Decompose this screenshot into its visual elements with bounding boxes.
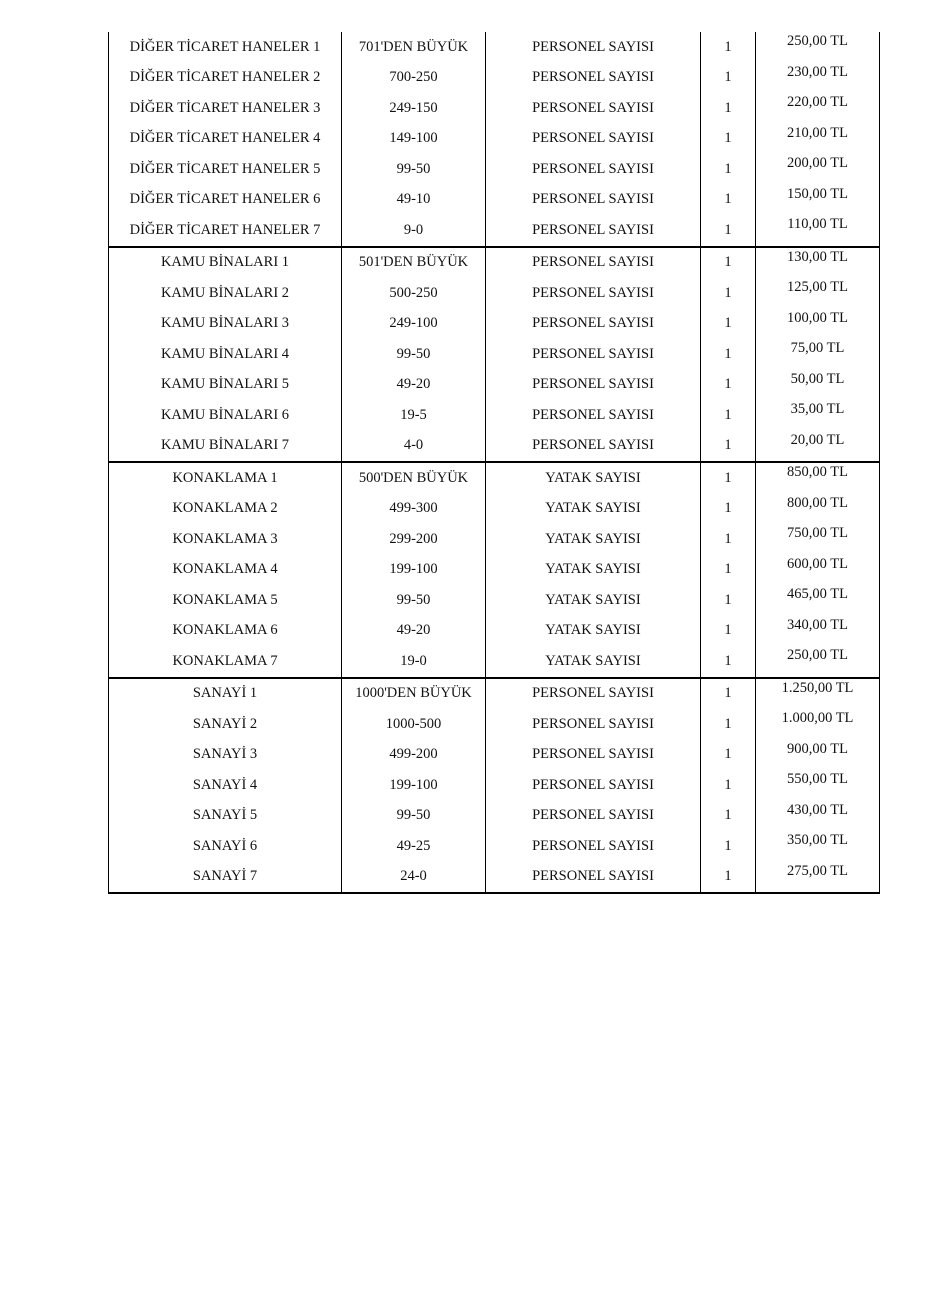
category-name-cell: SANAYİ 1	[109, 678, 342, 710]
range-cell: 4-0	[342, 431, 486, 463]
range-cell: 499-300	[342, 494, 486, 525]
quantity-cell: 1	[701, 215, 756, 247]
quantity-cell: 1	[701, 462, 756, 494]
table-row	[109, 215, 880, 247]
range-cell: 499-200	[342, 740, 486, 771]
category-name-cell: KAMU BİNALARI 5	[109, 370, 342, 401]
fee-cell: 900,00 TL	[756, 740, 880, 771]
category-name-cell: DİĞER TİCARET HANELER 7	[109, 215, 342, 247]
category-name-cell: KONAKLAMA 3	[109, 524, 342, 555]
quantity-cell: 1	[701, 93, 756, 124]
table-row	[109, 801, 880, 832]
basis-cell: PERSONEL SAYISI	[486, 215, 701, 247]
fee-cell: 350,00 TL	[756, 831, 880, 862]
basis-cell: PERSONEL SAYISI	[486, 63, 701, 94]
quantity-cell: 1	[701, 63, 756, 94]
quantity-cell: 1	[701, 278, 756, 309]
quantity-cell: 1	[701, 154, 756, 185]
fee-cell: 550,00 TL	[756, 770, 880, 801]
category-name-cell: KAMU BİNALARI 6	[109, 400, 342, 431]
basis-cell: YATAK SAYISI	[486, 494, 701, 525]
fee-cell: 1.000,00 TL	[756, 709, 880, 740]
fee-cell: 150,00 TL	[756, 185, 880, 216]
range-cell: 49-10	[342, 185, 486, 216]
category-name-cell: KONAKLAMA 5	[109, 585, 342, 616]
table-row	[109, 678, 880, 710]
table-row	[109, 524, 880, 555]
fee-cell: 75,00 TL	[756, 339, 880, 370]
fee-cell: 130,00 TL	[756, 247, 880, 279]
quantity-cell: 1	[701, 862, 756, 894]
basis-cell: YATAK SAYISI	[486, 616, 701, 647]
range-cell: 49-25	[342, 831, 486, 862]
quantity-cell: 1	[701, 494, 756, 525]
fee-cell: 210,00 TL	[756, 124, 880, 155]
range-cell: 99-50	[342, 801, 486, 832]
basis-cell: PERSONEL SAYISI	[486, 185, 701, 216]
category-name-cell: KONAKLAMA 1	[109, 462, 342, 494]
tariff-table-body	[109, 32, 880, 893]
basis-cell: PERSONEL SAYISI	[486, 831, 701, 862]
quantity-cell: 1	[701, 309, 756, 340]
quantity-cell: 1	[701, 585, 756, 616]
quantity-cell: 1	[701, 740, 756, 771]
table-row	[109, 831, 880, 862]
range-cell: 701'DEN BÜYÜK	[342, 32, 486, 63]
fee-cell: 200,00 TL	[756, 154, 880, 185]
table-row	[109, 616, 880, 647]
range-cell: 19-0	[342, 646, 486, 678]
table-row	[109, 309, 880, 340]
category-name-cell: KONAKLAMA 2	[109, 494, 342, 525]
category-name-cell: SANAYİ 3	[109, 740, 342, 771]
table-row	[109, 278, 880, 309]
table-row	[109, 154, 880, 185]
table-row	[109, 431, 880, 463]
quantity-cell: 1	[701, 370, 756, 401]
range-cell: 24-0	[342, 862, 486, 894]
range-cell: 9-0	[342, 215, 486, 247]
fee-cell: 250,00 TL	[756, 646, 880, 678]
fee-cell: 430,00 TL	[756, 801, 880, 832]
basis-cell: PERSONEL SAYISI	[486, 154, 701, 185]
fee-cell: 800,00 TL	[756, 494, 880, 525]
basis-cell: PERSONEL SAYISI	[486, 862, 701, 894]
category-name-cell: DİĞER TİCARET HANELER 4	[109, 124, 342, 155]
range-cell: 700-250	[342, 63, 486, 94]
basis-cell: PERSONEL SAYISI	[486, 247, 701, 279]
table-row	[109, 494, 880, 525]
range-cell: 49-20	[342, 616, 486, 647]
basis-cell: PERSONEL SAYISI	[486, 124, 701, 155]
category-name-cell: KONAKLAMA 4	[109, 555, 342, 586]
table-row	[109, 124, 880, 155]
range-cell: 19-5	[342, 400, 486, 431]
range-cell: 249-100	[342, 309, 486, 340]
quantity-cell: 1	[701, 678, 756, 710]
fee-cell: 50,00 TL	[756, 370, 880, 401]
range-cell: 49-20	[342, 370, 486, 401]
basis-cell: PERSONEL SAYISI	[486, 278, 701, 309]
fee-cell: 465,00 TL	[756, 585, 880, 616]
category-name-cell: SANAYİ 4	[109, 770, 342, 801]
fee-cell: 110,00 TL	[756, 215, 880, 247]
category-name-cell: DİĞER TİCARET HANELER 3	[109, 93, 342, 124]
table-row	[109, 400, 880, 431]
range-cell: 299-200	[342, 524, 486, 555]
table-row	[109, 63, 880, 94]
range-cell: 1000'DEN BÜYÜK	[342, 678, 486, 710]
fee-cell: 220,00 TL	[756, 93, 880, 124]
quantity-cell: 1	[701, 770, 756, 801]
table-row	[109, 646, 880, 678]
category-name-cell: SANAYİ 5	[109, 801, 342, 832]
category-name-cell: DİĞER TİCARET HANELER 2	[109, 63, 342, 94]
basis-cell: PERSONEL SAYISI	[486, 770, 701, 801]
quantity-cell: 1	[701, 616, 756, 647]
range-cell: 1000-500	[342, 709, 486, 740]
quantity-cell: 1	[701, 709, 756, 740]
category-name-cell: SANAYİ 2	[109, 709, 342, 740]
quantity-cell: 1	[701, 831, 756, 862]
fee-cell: 600,00 TL	[756, 555, 880, 586]
quantity-cell: 1	[701, 400, 756, 431]
basis-cell: PERSONEL SAYISI	[486, 678, 701, 710]
fee-cell: 20,00 TL	[756, 431, 880, 463]
range-cell: 501'DEN BÜYÜK	[342, 247, 486, 279]
table-row	[109, 585, 880, 616]
range-cell: 99-50	[342, 154, 486, 185]
category-name-cell: KAMU BİNALARI 2	[109, 278, 342, 309]
fee-cell: 230,00 TL	[756, 63, 880, 94]
category-name-cell: KAMU BİNALARI 4	[109, 339, 342, 370]
category-name-cell: KAMU BİNALARI 7	[109, 431, 342, 463]
range-cell: 199-100	[342, 555, 486, 586]
fee-cell: 340,00 TL	[756, 616, 880, 647]
basis-cell: PERSONEL SAYISI	[486, 400, 701, 431]
quantity-cell: 1	[701, 555, 756, 586]
category-name-cell: DİĞER TİCARET HANELER 5	[109, 154, 342, 185]
fee-cell: 250,00 TL	[756, 32, 880, 63]
range-cell: 500-250	[342, 278, 486, 309]
table-row	[109, 185, 880, 216]
basis-cell: PERSONEL SAYISI	[486, 431, 701, 463]
quantity-cell: 1	[701, 32, 756, 63]
fee-cell: 125,00 TL	[756, 278, 880, 309]
category-name-cell: SANAYİ 7	[109, 862, 342, 894]
basis-cell: PERSONEL SAYISI	[486, 93, 701, 124]
quantity-cell: 1	[701, 339, 756, 370]
quantity-cell: 1	[701, 185, 756, 216]
table-row	[109, 555, 880, 586]
range-cell: 99-50	[342, 339, 486, 370]
fee-cell: 1.250,00 TL	[756, 678, 880, 710]
quantity-cell: 1	[701, 124, 756, 155]
table-row	[109, 462, 880, 494]
range-cell: 500'DEN BÜYÜK	[342, 462, 486, 494]
range-cell: 199-100	[342, 770, 486, 801]
tariff-table	[108, 32, 880, 894]
quantity-cell: 1	[701, 247, 756, 279]
quantity-cell: 1	[701, 431, 756, 463]
basis-cell: PERSONEL SAYISI	[486, 32, 701, 63]
quantity-cell: 1	[701, 646, 756, 678]
basis-cell: PERSONEL SAYISI	[486, 309, 701, 340]
basis-cell: YATAK SAYISI	[486, 646, 701, 678]
table-row	[109, 32, 880, 63]
category-name-cell: KONAKLAMA 6	[109, 616, 342, 647]
table-row	[109, 770, 880, 801]
basis-cell: PERSONEL SAYISI	[486, 801, 701, 832]
table-row	[109, 862, 880, 894]
category-name-cell: DİĞER TİCARET HANELER 1	[109, 32, 342, 63]
fee-cell: 35,00 TL	[756, 400, 880, 431]
range-cell: 99-50	[342, 585, 486, 616]
category-name-cell: DİĞER TİCARET HANELER 6	[109, 185, 342, 216]
basis-cell: PERSONEL SAYISI	[486, 339, 701, 370]
category-name-cell: KAMU BİNALARI 1	[109, 247, 342, 279]
basis-cell: PERSONEL SAYISI	[486, 370, 701, 401]
fee-cell: 750,00 TL	[756, 524, 880, 555]
table-row	[109, 740, 880, 771]
range-cell: 149-100	[342, 124, 486, 155]
quantity-cell: 1	[701, 524, 756, 555]
category-name-cell: KONAKLAMA 7	[109, 646, 342, 678]
table-row	[109, 709, 880, 740]
fee-cell: 275,00 TL	[756, 862, 880, 894]
table-row	[109, 93, 880, 124]
category-name-cell: KAMU BİNALARI 3	[109, 309, 342, 340]
quantity-cell: 1	[701, 801, 756, 832]
basis-cell: PERSONEL SAYISI	[486, 740, 701, 771]
basis-cell: PERSONEL SAYISI	[486, 709, 701, 740]
table-row	[109, 370, 880, 401]
basis-cell: YATAK SAYISI	[486, 555, 701, 586]
table-row	[109, 247, 880, 279]
fee-cell: 850,00 TL	[756, 462, 880, 494]
basis-cell: YATAK SAYISI	[486, 524, 701, 555]
basis-cell: YATAK SAYISI	[486, 585, 701, 616]
basis-cell: YATAK SAYISI	[486, 462, 701, 494]
table-row	[109, 339, 880, 370]
category-name-cell: SANAYİ 6	[109, 831, 342, 862]
fee-cell: 100,00 TL	[756, 309, 880, 340]
range-cell: 249-150	[342, 93, 486, 124]
